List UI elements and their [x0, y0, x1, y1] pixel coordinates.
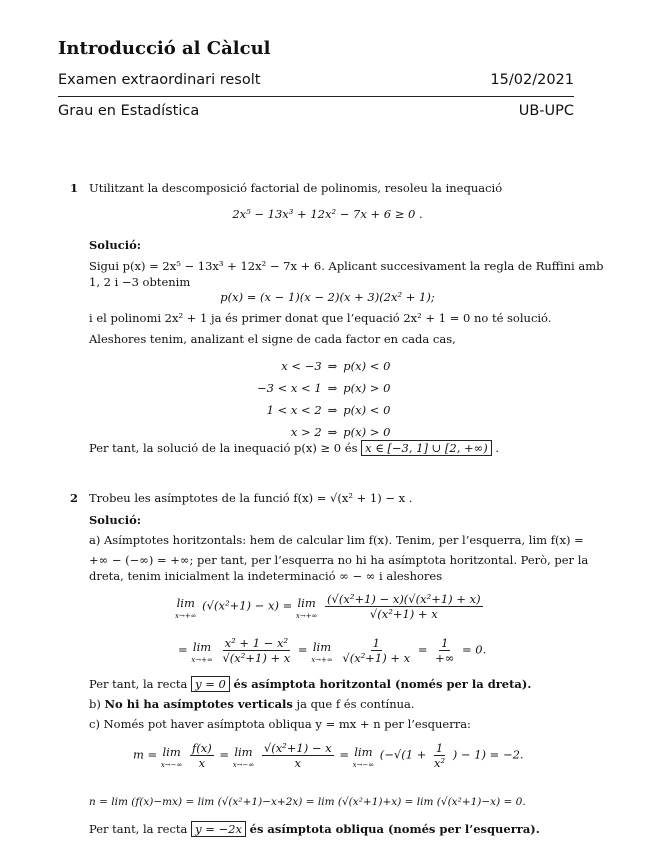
- degree-row: [58, 103, 574, 119]
- fraction: $\frac{1}{\text{x²}}$: [434, 741, 446, 770]
- fraction: $\frac{1}{\text{√(x²+1) + x}}$: [342, 636, 411, 665]
- sign-case-row: [257, 422, 390, 442]
- exam-subtitle: Examen extraordinari resolt: [58, 72, 261, 88]
- problem-1-number: 1: [70, 181, 79, 195]
- limit-subscript: x→+∞: [175, 611, 197, 620]
- intercept-equation: n = lim (f(x)−mx) = lim (√(x²+1)−x+2x) = lim (√(x²+1)+x) = lim (√(x²+1)−x) = 0.: [89, 796, 526, 808]
- header-divider: [58, 96, 574, 97]
- institution-name: UB-UPC: [518, 103, 574, 119]
- equation-lhs: (√(x²+1) − x) =: [202, 598, 293, 613]
- conclusion-period: .: [495, 441, 500, 455]
- sign-cases-table: [255, 354, 392, 444]
- case-result: p(x) > 0: [343, 381, 391, 395]
- fraction: $\frac{\text{(√(x²+1) − x)(√(x²+1) + x)}}{\text{√(x²+1) + x}}$: [327, 592, 481, 621]
- limit-subscript: x→+∞: [311, 655, 333, 664]
- sign-case-row: [257, 400, 390, 420]
- problem-2-statement: Trobeu les asímptotes de la funció f(x) = √(x² + 1) − x .: [89, 491, 413, 505]
- case-result: p(x) < 0: [343, 359, 391, 373]
- degree-name: Grau en Estadística: [58, 103, 200, 119]
- problem-1-text-line: i el polinomi 2x² + 1 ja és primer donat que l’equació 2x² + 1 = 0 no té solució.: [89, 311, 552, 325]
- implies-symbol: ⇒: [327, 425, 338, 439]
- problem-1-text-line: Sigui p(x) = 2x⁵ − 13x³ + 12x² − 7x + 6. Aplicant succesivament la regla de Ruffini amb: [89, 259, 604, 273]
- slope-equation: m = lim x→−∞ $\frac{f(x)}{x}$ = lim x→−∞ $\frac{\text{√(x²+1) − x}}{x}$ = lim x→−∞ (−√(1 + $\frac{1}{\text{x²}}$ ) − 1) = −2.: [133, 741, 524, 770]
- exam-row: [58, 72, 574, 88]
- case-condition: x > 2: [290, 425, 322, 439]
- case-result: p(x) < 0: [343, 403, 391, 417]
- fraction: $\frac{\text{√(x²+1) − x}}{x}$: [263, 741, 332, 770]
- problem-2-solution-label: Solució:: [89, 513, 141, 527]
- limit-equation-1: lim x→+∞ (√(x²+1) − x) = lim x→+∞ $\frac{\text{(√(x²+1) − x)(√(x²+1) + x)}}{\text{√(x²+1) + x}}$: [175, 592, 481, 621]
- sign-case-row: [257, 356, 390, 376]
- horizontal-asymptote-line: Per tant, la recta y = 0 és asímptota horitzontal (només per la dreta).: [89, 677, 532, 691]
- course-title: Introducció al Càlcul: [58, 38, 271, 59]
- fraction: $\frac{\text{x² + 1 − x²}}{\text{√(x²+1) + x}}$: [222, 636, 291, 665]
- problem-1-conclusion: [89, 440, 499, 456]
- implies-symbol: ⇒: [327, 403, 338, 417]
- oblique-asymptote-conclusion: Per tant, la recta y = −2x és asímptota obliqua (només per l’esquerra).: [89, 822, 540, 836]
- implies-symbol: ⇒: [327, 359, 338, 373]
- case-condition: x < −3: [281, 359, 322, 373]
- problem-2-text-line: a) Asímptotes horitzontals: hem de calcular lim f(x). Tenim, per l’esquerra, lim f(x) =: [89, 533, 584, 547]
- oblique-asymptote-intro: c) Només pot haver asímptota obliqua y = mx + n per l’esquerra:: [89, 717, 471, 731]
- limit-equation-2: = lim x→+∞ $\frac{\text{x² + 1 − x²}}{\text{√(x²+1) + x}}$ = lim x→+∞ $\frac{1}{\text{√(x²+1) + x}}$ = $\frac{1}{+\infty}$ = 0.: [178, 636, 487, 665]
- boxed-answer: x ∈ [−3, 1] ∪ [2, +∞): [361, 440, 492, 456]
- problem-1-statement: Utilitzant la descomposició factorial de polinomis, resoleu la inequació: [89, 181, 503, 195]
- case-condition: −3 < x < 1: [257, 381, 322, 395]
- fraction: $\frac{f(x)}{x}$: [192, 741, 212, 770]
- limit-subscript: x→−∞: [160, 760, 183, 769]
- vertical-asymptote-line: b) No hi ha asímptotes verticals ja que f és contínua.: [89, 697, 415, 711]
- limit-subscript: x→+∞: [191, 655, 213, 664]
- boxed-answer: y = −2x: [191, 821, 246, 837]
- problem-1-solution-label: Solució:: [89, 238, 141, 252]
- exam-date: 15/02/2021: [490, 72, 574, 88]
- problem-2-number: 2: [70, 491, 79, 505]
- case-result: p(x) > 0: [343, 425, 391, 439]
- conclusion-text: Per tant, la solució de la inequació p(x) ≥ 0 és: [89, 441, 358, 455]
- limit-subscript: x→−∞: [232, 760, 255, 769]
- problem-1-factorization: p(x) = (x − 1)(x − 2)(x + 3)(2x² + 1);: [220, 290, 435, 304]
- fraction: $\frac{1}{+\infty}$: [435, 636, 455, 665]
- problem-1-inequation: 2x⁵ − 13x³ + 12x² − 7x + 6 ≥ 0 .: [232, 207, 423, 221]
- sign-case-row: [257, 378, 390, 398]
- limit-subscript: x→−∞: [352, 760, 375, 769]
- case-condition: 1 < x < 2: [266, 403, 322, 417]
- problem-1-text-line: Aleshores tenim, analizant el signe de cada factor en cada cas,: [89, 332, 456, 346]
- boxed-answer: y = 0: [191, 676, 230, 692]
- problem-2-text-line: dreta, tenim inicialment la indeterminació ∞ − ∞ i aleshores: [89, 569, 443, 583]
- problem-2-text-line: +∞ − (−∞) = +∞; per tant, per l’esquerra no hi ha asímptota horitzontal. Però, per la: [89, 553, 589, 567]
- problem-1-text-line: 1, 2 i −3 obtenim: [89, 275, 191, 289]
- implies-symbol: ⇒: [327, 381, 338, 395]
- limit-subscript: x→+∞: [295, 611, 318, 620]
